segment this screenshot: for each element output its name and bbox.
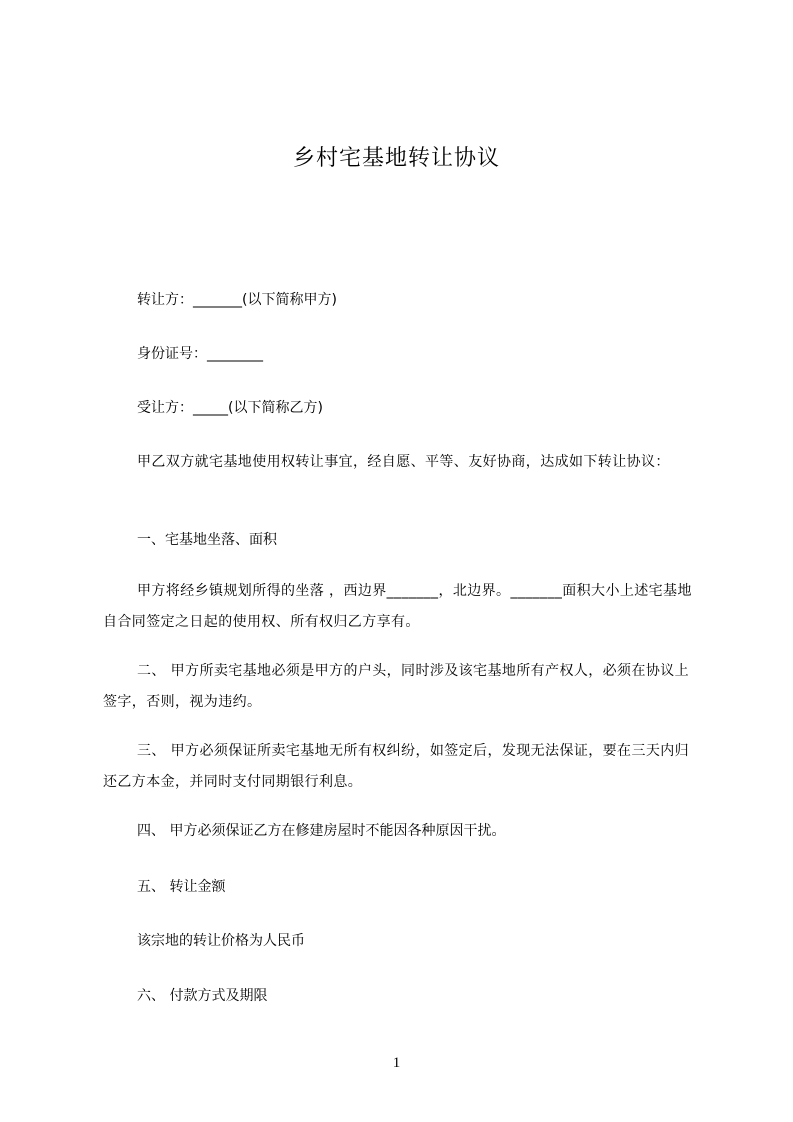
section6-heading: 六、 付款方式及期限 (137, 988, 268, 1004)
section4-line: 四、 甲方必须保证乙方在修建房屋时不能因各种原因干扰。 (137, 823, 506, 839)
id-number-line: 身份证号：________ (137, 346, 263, 362)
section2-text: 二、 甲方所卖宅基地必须是甲方的户头，同时涉及该宅基地所有产权人，必须在协议上签字，否则，视为违约。 (103, 663, 690, 710)
intro-text: 甲乙双方就宅基地使用权转让事宜，经自愿、平等、友好协商，达成如下转让协议： (137, 454, 670, 470)
section3-text: 三、 甲方必须保证所卖宅基地无所有权纠纷，如签定后，发现无法保证，要在三天内归还乙方本金，并同时支付同期银行利息。 (103, 743, 690, 790)
section3-paragraph (103, 736, 703, 798)
transferor-line: 转让方：_______(以下简称甲方) (137, 292, 337, 308)
section1-text: 甲方将经乡镇规划所得的坐落 ，西边界_______，北边界。_______面积大小上述宅基地自合同签定之日起的使用权、所有权归乙方享有。 (103, 583, 692, 630)
transferee-line: 受让方：_____(以下简称乙方) (137, 400, 323, 416)
section5-body: 该宗地的转让价格为人民币 (137, 933, 305, 949)
intro-paragraph (103, 447, 703, 478)
document-title: 乡村宅基地转让协议 (292, 146, 500, 171)
section1-paragraph (103, 576, 703, 638)
page-number: 1 (392, 1055, 401, 1071)
section1-heading: 一、宅基地坐落、面积 (137, 532, 277, 548)
section2-paragraph (103, 656, 703, 718)
section5-heading: 五、 转让金额 (137, 879, 226, 895)
